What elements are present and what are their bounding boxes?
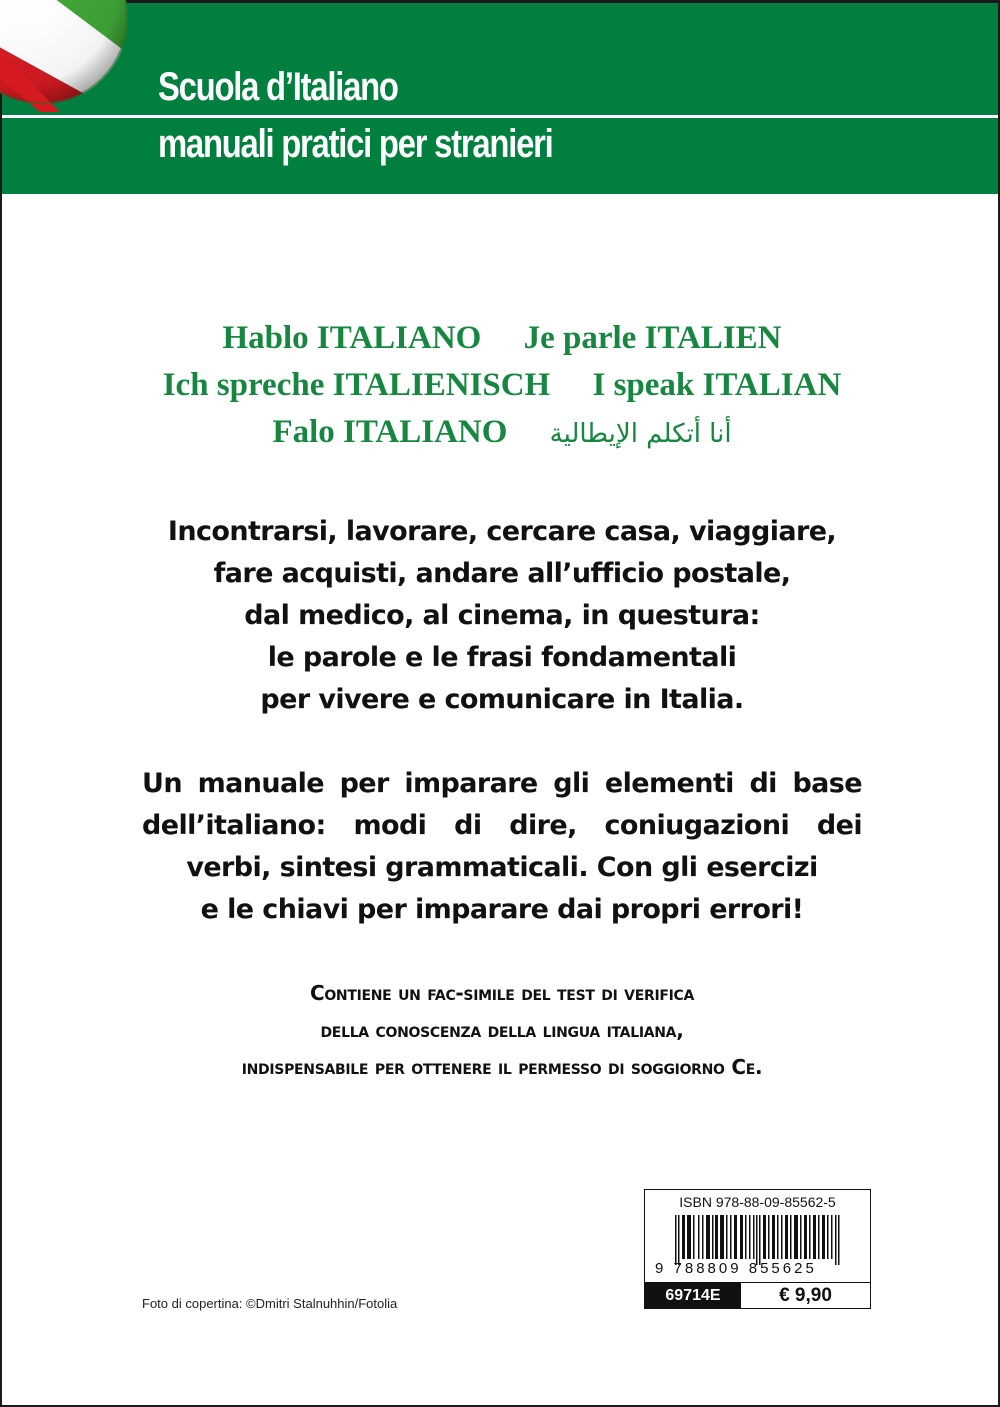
isbn-label: ISBN 978-88-09-85562-5 [679,1194,836,1210]
barcode-icon [675,1215,845,1265]
description-paragraph-2 [142,763,862,931]
phrase-arabic: أنا أتكلم الإيطالية [549,419,732,449]
series-title: Scuola d’Italiano [158,65,398,109]
text-line: indispensabile per ottenere il permesso di soggiorno Ce. [241,1055,763,1079]
header-divider [2,115,998,118]
text-line: fare acquisti, andare all’ufficio postale, [213,558,791,589]
multilingual-phrases [2,315,1000,458]
phrase-line [2,315,1000,362]
product-code: 69714E [645,1283,741,1308]
test-notice [102,975,902,1086]
series-subtitle: manuali pratici per stranieri [158,122,553,166]
text-line: dell’italiano: modi di dire, coniugazioni dei [142,810,862,841]
phrase-line [2,409,1000,458]
text-line: della conoscenza della lingua italiana, [320,1018,684,1042]
isbn-barcode-box [644,1189,871,1309]
phrase-spanish: Hablo ITALIANO [222,320,482,356]
description-paragraph-1 [142,511,862,721]
text-line: Un manuale per imparare gli elementi di base [142,768,862,799]
series-header [2,3,998,194]
text-line: Incontrarsi, lavorare, cercare casa, viaggiare, [167,516,837,547]
price: € 9,90 [779,1284,832,1306]
phrase-portuguese: Falo ITALIANO [272,414,508,450]
text-line: verbi, sintesi grammaticali. Con gli esercizi [186,852,818,883]
text-line: le parole e le frasi fondamentali [267,642,737,673]
photo-credit: Foto di copertina: ©Dmitri Stalnuhhin/Fotolia [142,1296,398,1311]
text-line: e le chiavi per imparare dai propri errori! [200,894,804,925]
text-line: Contiene un fac-simile del test di verifica [309,981,695,1005]
phrase-french: Je parle ITALIEN [523,320,782,356]
phrase-german: Ich spreche ITALIENISCH [162,367,551,403]
italian-flag-badge-icon [0,0,128,116]
phrase-line [2,362,1000,409]
barcode-digits: 9 788809 855625 [655,1260,817,1277]
phrase-english: I speak ITALIAN [592,367,842,403]
text-line: dal medico, al cinema, in questura: [244,600,760,631]
price-row [645,1282,870,1308]
text-line: per vivere e comunicare in Italia. [260,684,744,715]
